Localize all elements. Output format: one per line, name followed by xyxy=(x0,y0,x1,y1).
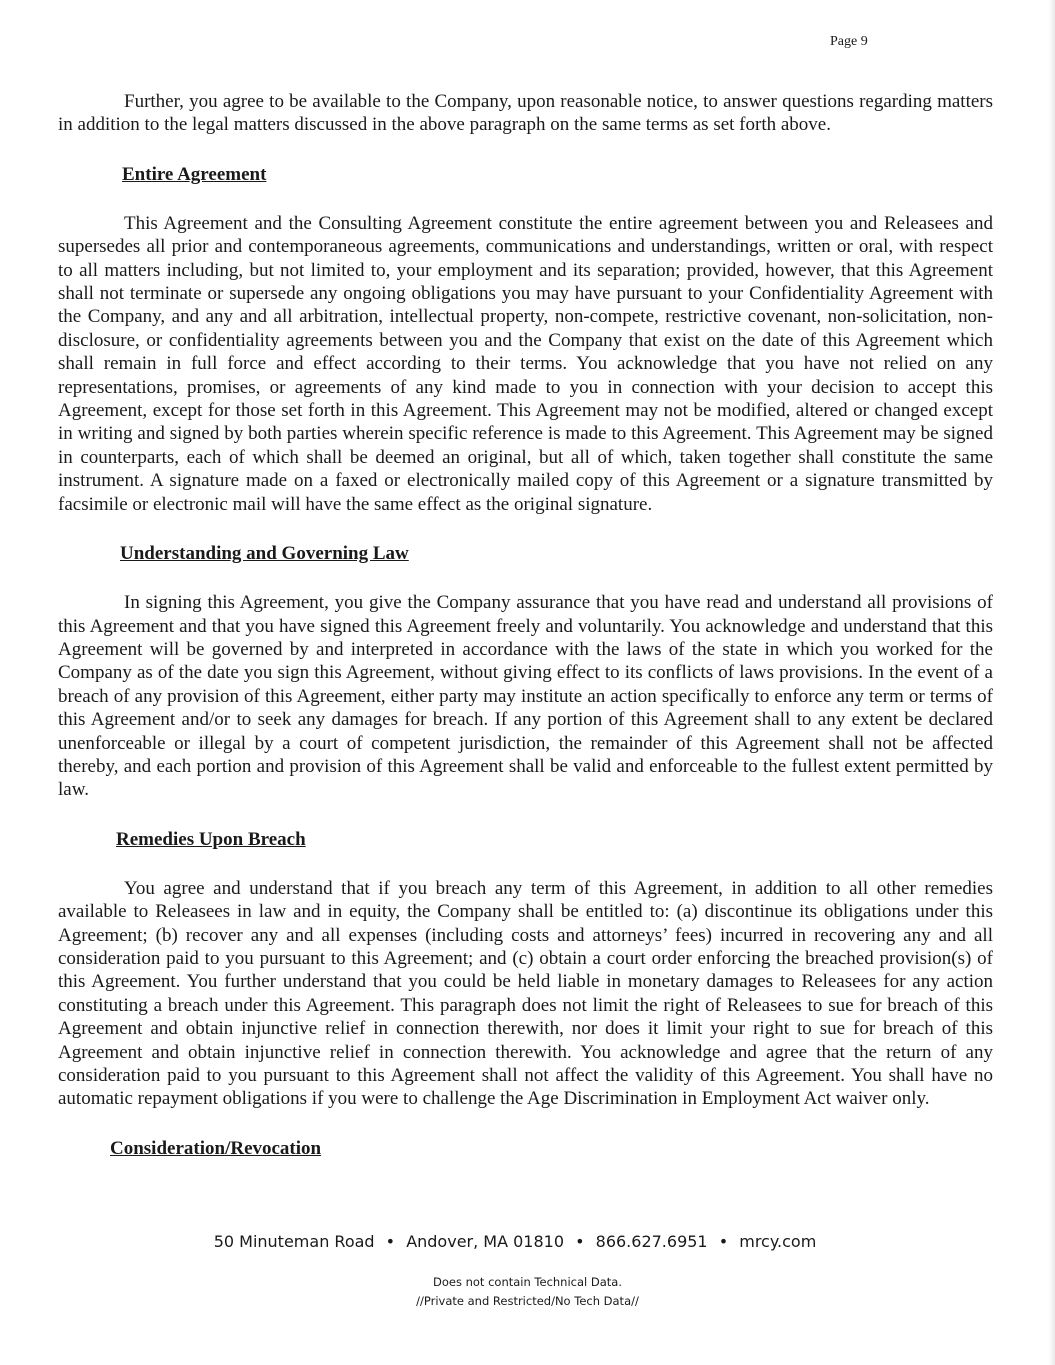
bullet-separator: • xyxy=(575,1232,585,1251)
page-body xyxy=(58,90,993,1160)
footer-phone: 866.627.6951 xyxy=(595,1232,708,1251)
heading-remedies: Remedies Upon Breach xyxy=(116,828,306,850)
bullet-separator: • xyxy=(385,1232,396,1251)
footer-address xyxy=(0,1232,1030,1251)
heading-governing-law: Understanding and Governing Law xyxy=(120,543,409,565)
remedies-paragraph: You agree and understand that if you breach any term of this Agreement, in addition to all other remedies available to Releasees in law and in equity, the Company shall be entitled to: (a) discontinue its obligations under this Agreement; (b) recover any and all expenses (including costs and attorneys’ fees) incurred in recovering any and all consideration paid to you pursuant to this Agreement; and (c) obtain a court order enforcing the breached provision(s) of this Agreement. You further understand that you could be held liable in monetary damages to Releasees for any action constituting a breach under this Agreement. This paragraph does not limit the right of Releasees to sue for breach of this Agreement and obtain injunctive relief in connection therewith, nor does it limit your right to sue for breach of this Agreement and obtain injunctive relief in connection therewith. You acknowledge and agree that the return of any consideration paid to you pursuant to this Agreement shall not affect the validity of this Agreement. You shall have no automatic repayment obligations if you were to challenge the Age Discrimination in Employment Act waiver only. xyxy=(58,877,993,1110)
footer-note-technical-data: Does not contain Technical Data. xyxy=(432,1275,623,1289)
footer-city: Andover, MA 01810 xyxy=(406,1232,565,1251)
bullet-separator: • xyxy=(718,1232,729,1251)
page-number: Page 9 xyxy=(830,34,868,49)
governing-law-paragraph: In signing this Agreement, you give the Company assurance that you have read and understand all provisions of this Agreement and that you have signed this Agreement freely and voluntarily. You acknowledge and understand that this Agreement will be governed by and interpreted in accordance with the laws of the state in which you worked for the Company as of the date you sign this Agreement, without giving effect to its conflicts of laws provisions. In the event of a breach of any provision of this Agreement, either party may institute an action specifically to enforce any term or terms of this Agreement and/or to seek any damages for breach. If any portion of this Agreement shall to any extent be declared unenforceable or illegal by a court of competent jurisdiction, the remainder of this Agreement shall not be affected thereby, and each portion and provision of this Agreement shall be valid and enforceable to the fullest extent permitted by law. xyxy=(58,592,993,801)
footer-website: mrcy.com xyxy=(739,1232,817,1251)
intro-paragraph: Further, you agree to be available to the Company, upon reasonable notice, to answer questions regarding matters in addition to the legal matters discussed in the above paragraph on the same terms as set forth above. xyxy=(58,91,993,136)
footer-note-classification: //Private and Restricted/No Tech Data// xyxy=(416,1294,639,1308)
heading-consideration: Consideration/Revocation xyxy=(110,1137,322,1159)
footer-street: 50 Minuteman Road xyxy=(213,1232,375,1251)
entire-agreement-paragraph: This Agreement and the Consulting Agreement constitute the entire agreement between you and Releasees and supersedes all prior and contemporaneous agreements, communications and understandings, written or oral, with respect to all matters including, but not limited to, your employment and its separation; provided, however, that this Agreement shall not terminate or supersede any ongoing obligations you may have pursuant to your Confidentiality Agreement with the Company, and any and all arbitration, intellectual property, non-compete, restrictive covenant, non-solicitation, non-disclosure, or confidentiality agreements between you and the Company that exist on the date of this Agreement which shall remain in full force and effect according to their terms. You acknowledge that you have not relied on any representations, promises, or agreements of any kind made to you in connection with your decision to accept this Agreement, except for those set forth in this Agreement. This Agreement may not be modified, altered or changed except in writing and signed by both parties wherein specific reference is made to this Agreement. This Agreement may be signed in counterparts, each of which shall be deemed an original, but all of which, taken together shall constitute the same instrument. A signature made on a faxed or electronically mailed copy of this Agreement or a signature transmitted by facsimile or electronic mail will have the same effect as the original signature. xyxy=(58,212,993,515)
heading-entire-agreement: Entire Agreement xyxy=(122,163,267,185)
scan-edge-shadow xyxy=(1049,0,1055,1365)
